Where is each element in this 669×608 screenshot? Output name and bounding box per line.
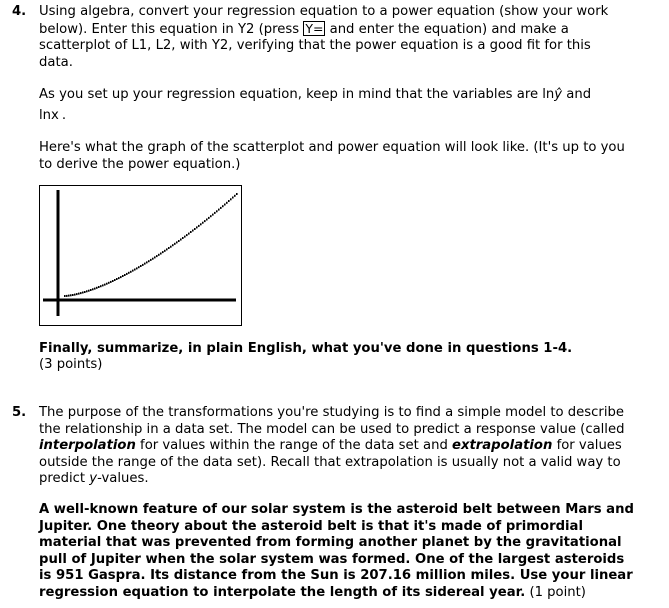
curve-point xyxy=(130,271,132,273)
curve-point xyxy=(206,219,208,221)
curve-point xyxy=(134,269,136,271)
curve-point xyxy=(228,200,230,202)
curve-point xyxy=(214,212,216,214)
curve-point xyxy=(132,270,134,272)
curve-point xyxy=(166,248,168,250)
curve-point xyxy=(186,234,188,236)
curve-point xyxy=(182,237,184,239)
curve-point xyxy=(120,276,122,278)
curve-point xyxy=(64,295,66,297)
question-5-number: 5. xyxy=(12,405,27,420)
y-equals-key: Y= xyxy=(305,20,324,36)
curve-point xyxy=(160,253,162,255)
curve-point xyxy=(84,291,86,293)
curve-point xyxy=(162,251,164,253)
curve-point xyxy=(168,247,170,249)
curve-point xyxy=(230,198,232,200)
curve-point xyxy=(70,294,72,296)
curve-point xyxy=(172,244,174,246)
curve-point xyxy=(222,205,224,207)
curve-point xyxy=(220,207,222,209)
curve-point xyxy=(190,231,192,233)
curve-point xyxy=(108,282,110,284)
curve-point xyxy=(200,223,202,225)
curve-point xyxy=(178,240,180,242)
curve-point xyxy=(176,241,178,243)
curve-point xyxy=(146,261,148,263)
curve-point xyxy=(96,287,98,289)
summary-points: (3 points) xyxy=(39,357,103,372)
curve-point xyxy=(136,267,138,269)
curve-point xyxy=(142,264,144,266)
curve-point xyxy=(98,286,100,288)
extrapolation-term: extrapolation xyxy=(452,438,553,453)
curve-point xyxy=(150,259,152,261)
curve-point xyxy=(218,209,220,211)
curve-point xyxy=(80,292,82,294)
curve-point xyxy=(86,290,88,292)
curve-point xyxy=(152,258,154,260)
curve-point xyxy=(216,210,218,212)
asteroid-problem: A well-known feature of our solar system is the asteroid belt between Mars and Jupiter. One theory about the asteroid belt is that it's made of primordial material that was prevented from forming another planet by the gravitational pull of Jupiter when the solar system was formed. One of the largest asteroids is 951 Gaspra. Its distance from the Sun is 207.16 million miles. Use your linear regression equation to interpolate the length of its sidereal year. (1 point) xyxy=(39,502,634,600)
curve-point xyxy=(164,250,166,252)
curve-point xyxy=(100,285,102,287)
curve-point xyxy=(66,295,68,297)
curve-point xyxy=(192,230,194,232)
curve-point xyxy=(202,222,204,224)
curve-point xyxy=(204,220,206,222)
curve-point xyxy=(82,292,84,294)
curve-point xyxy=(116,278,118,280)
curve-point xyxy=(184,236,186,238)
summary-prompt: Finally, summarize, in plain English, what you've done in questions 1-4. xyxy=(39,341,573,356)
curve-point xyxy=(94,288,96,290)
graph-intro: Here's what the graph of the scatterplot and power equation will look like. (It's up to you to derive the power equation.) xyxy=(39,140,625,172)
curve-point xyxy=(128,272,130,274)
curve-point xyxy=(126,273,128,275)
curve-point xyxy=(104,284,106,286)
curve-point xyxy=(198,225,200,227)
curve-point xyxy=(140,265,142,267)
curve-point xyxy=(114,279,116,281)
curve-point xyxy=(124,274,126,276)
curve-point xyxy=(154,256,156,258)
curve-point xyxy=(138,266,140,268)
curve-point xyxy=(102,284,104,286)
curve-point xyxy=(156,255,158,257)
curve-point xyxy=(180,239,182,241)
curve-point xyxy=(88,290,90,292)
curve-point xyxy=(208,217,210,219)
graph-plot xyxy=(40,186,241,325)
curve-point xyxy=(68,295,70,297)
curve-point xyxy=(194,228,196,230)
curve-point xyxy=(90,289,92,291)
curve-point xyxy=(232,197,234,199)
curve-point xyxy=(196,226,198,228)
curve-point xyxy=(158,254,160,256)
question-4-number: 4. xyxy=(12,4,27,19)
curve-point xyxy=(122,275,124,277)
curve-point xyxy=(74,294,76,296)
calculator-graph xyxy=(39,185,242,326)
curve-point xyxy=(106,283,108,285)
curve-point xyxy=(112,280,114,282)
question-4-instructions: Using algebra, convert your regression equation to a power equation (show your work below). Enter this equation in Y2 (press Y= and enter the equation) and make a scatterplot of L1, L2, with Y2, verifying that the power equation is a good fit for this data. xyxy=(39,4,609,70)
variables-note: As you set up your regression equation, keep in mind that the variables are lnŷ and lnx . xyxy=(39,87,592,123)
interpolation-term: interpolation xyxy=(39,438,136,453)
curve-point xyxy=(110,281,112,283)
curve-point xyxy=(144,263,146,265)
curve-point xyxy=(72,294,74,296)
curve-point xyxy=(174,243,176,245)
curve-point xyxy=(224,204,226,206)
curve-point xyxy=(236,193,238,195)
curve-point xyxy=(78,293,80,295)
curve-point xyxy=(188,233,190,235)
curve-point xyxy=(118,277,120,279)
curve-point xyxy=(148,260,150,262)
curve-point xyxy=(92,288,94,290)
curve-point xyxy=(212,214,214,216)
curve-point xyxy=(170,246,172,248)
curve-point xyxy=(234,195,236,197)
question-5-intro: The purpose of the transformations you're studying is to find a simple model to describe the relationship in a data set. The model can be used to predict a response value (called interpolation for values within the range of the data set and extrapolation for values outside the range of the data set). Recall that extrapolation is usually not a valid way to predict y-values. xyxy=(39,405,625,486)
curve-point xyxy=(76,293,78,295)
curve-point xyxy=(226,202,228,204)
curve-point xyxy=(210,215,212,217)
